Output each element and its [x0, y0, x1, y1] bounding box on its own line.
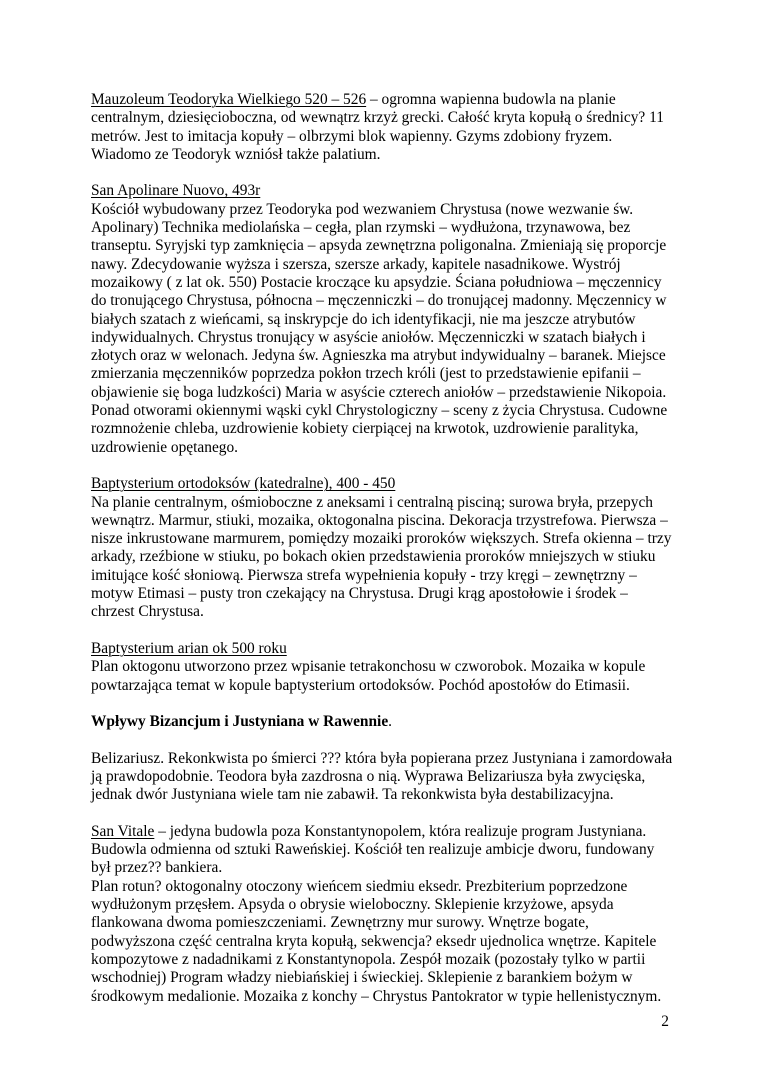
- text-run: imitujące kość słoniową. Pierwsza strefa wypełnienia kopuły - trzy kręgi – zewnętrzny –: [91, 566, 637, 584]
- text-line: [91, 640, 681, 658]
- text-line: [91, 420, 681, 438]
- text-run: objawienie się boga ludzkości) Maria w asyście czterech aniołów – przedstawienie Nikopoia.: [91, 383, 667, 401]
- text-run: jednak dwór Justyniana wiele tam nie zabawił. Ta rekonkwista była destabilizacyjna.: [91, 786, 614, 804]
- text-run: Apolinary) Technika mediolańska – cegła, plan rzymski – wydłużona, trzynawowa, bez: [91, 219, 631, 237]
- text-run: Belizariusz. Rekonkwista po śmierci ??? która była popierana przez Justyniana i zamordowała: [91, 749, 673, 767]
- text-line: [91, 311, 681, 329]
- text-line: [91, 823, 681, 841]
- text-line: [91, 859, 681, 877]
- text-line: [91, 933, 681, 951]
- paragraph-gap: [91, 731, 681, 749]
- text-line: [91, 677, 681, 695]
- text-line: [91, 585, 681, 603]
- text-line: [91, 567, 681, 585]
- text-line: [91, 219, 681, 237]
- text-run: nisze inkrustowane marmurem, pomiędzy mozaiki proroków większych. Strefa okienna – trzy: [91, 530, 672, 548]
- text-run: do tronującego Chrystusa, północna – męczenniczki – do tronującej madonny. Męczennicy w: [91, 292, 667, 310]
- text-line: [91, 402, 681, 420]
- text-run: chrzest Chrystusa.: [91, 603, 204, 621]
- text-line: [91, 109, 681, 127]
- text-line: [91, 530, 681, 548]
- paragraph: [91, 640, 681, 695]
- text-line: [91, 512, 681, 530]
- text-line: [91, 384, 681, 402]
- text-run: Ponad otworami okiennymi wąski cykl Chrystologiczny – sceny z życia Chrystusa. Cudowne: [91, 402, 668, 420]
- section-heading: San Apolinare Nuovo, 493r: [91, 182, 261, 200]
- text-line: [91, 658, 681, 676]
- text-run: środkowym medalionie. Mozaika z konchy – Chrystus Pantokrator w typie hellenistycznym.: [91, 987, 662, 1005]
- text-run: Wiadomo ze Teodoryk wzniósł także palatium.: [91, 145, 381, 163]
- text-line: [91, 878, 681, 896]
- paragraph: [91, 475, 681, 621]
- text-run: arkady, rzeźbione w stiuku, po bokach okien przedstawienia proroków mniejszych w stiuku: [91, 548, 656, 566]
- text-run: był przez?? bankiera.: [91, 859, 223, 877]
- text-run: wydłużonym przęsłem. Apsyda o obrysie wieloboczny. Sklepienie krzyżowe, apsyda: [91, 896, 614, 914]
- paragraph: [91, 91, 681, 164]
- text-run: transeptu. Syryjski typ zamknięcia – apsyda zewnętrzna poligonalna. Zmieniają się proporcje: [91, 237, 667, 255]
- text-run: złotych oraz w welonach. Jedyna św. Agnieszka ma atrybut indywidualny – baranek. Miejsce: [91, 347, 666, 365]
- text-run: centralnym, dziesięcioboczna, od wewnątrz krzyż grecki. Całość kryta kopułą o średnicy? 11: [91, 109, 664, 127]
- text-run: – jedyna budowla poza Konstantynopolem, która realizuje program Justyniana.: [154, 822, 647, 840]
- text-line: [91, 182, 681, 200]
- text-line: [91, 365, 681, 383]
- paragraph: [91, 713, 681, 731]
- text-line: [91, 128, 681, 146]
- text-line: [91, 494, 681, 512]
- text-line: [91, 896, 681, 914]
- text-run: metrów. Jest to imitacja kopuły – olbrzymi blok wapienny. Gzyms zdobiony fryzem.: [91, 127, 613, 145]
- text-run: indywidualnych. Chrystus tronujący w asyście aniołów. Męczenniczki w szatach białych i: [91, 328, 646, 346]
- text-line: [91, 274, 681, 292]
- text-line: [91, 951, 681, 969]
- text-run: wschodniej) Program władzy niebiańskiej i świeckiej. Sklepienie z barankiem bożym w: [91, 969, 633, 987]
- section-heading: San Vitale: [91, 822, 155, 840]
- text-run: kompozytowe z nadadnikami z Konstantynopola. Zespół mozaik (pozostały tylko w partii: [91, 950, 646, 968]
- paragraph: [91, 750, 681, 805]
- text-line: [91, 237, 681, 255]
- section-heading: Baptysterium ortodoksów (katedralne), 400 - 450: [91, 475, 396, 493]
- text-run: Plan rotun? oktogonalny otoczony wieńcem siedmiu eksedr. Prezbiterium poprzedzone: [91, 877, 628, 895]
- text-line: [91, 914, 681, 932]
- text-line: [91, 201, 681, 219]
- text-line: [91, 292, 681, 310]
- text-run: rozmnożenie chleba, uzdrowienie kobiety cierpiącej na krwotok, uzdrowienie paralityka,: [91, 420, 639, 438]
- text-line: [91, 256, 681, 274]
- text-run: podwyższona część centralna kryta kopułą, sekwencja? eksedr ujednolica wnętrze. Kapitele: [91, 932, 657, 950]
- section-heading: Mauzoleum Teodoryka Wielkiego 520 – 526: [91, 91, 367, 108]
- text-run: zmierzania męczenników poprzedza pokłon trzech króli (jest to przedstawienie epifanii –: [91, 365, 641, 383]
- text-line: [91, 750, 681, 768]
- text-line: [91, 347, 681, 365]
- text-run: białych szatach z wieńcami, są inskrypcje do ich identyfikacji, nie ma jeszcze atrybutów: [91, 310, 636, 328]
- text-line: [91, 969, 681, 987]
- text-line: [91, 841, 681, 859]
- bold-heading: Wpływy Bizancjum i Justyniana w Rawennie: [91, 713, 389, 731]
- text-line: [91, 475, 681, 493]
- text-run: Na planie centralnym, ośmioboczne z aneksami i centralną pisciną; surowa bryła, przepych: [91, 493, 653, 511]
- text-run: flankowana dwoma pomieszczeniami. Zewnętrzny mur surowy. Wnętrze bogate,: [91, 914, 589, 932]
- text-run: powtarzająca temat w kopule baptysterium ortodoksów. Pochód apostołów do Etimasii.: [91, 676, 630, 694]
- text-run: – ogromna wapienna budowla na planie: [366, 91, 616, 108]
- document-body: [91, 91, 681, 1006]
- paragraph: [91, 823, 681, 1006]
- text-run: .: [388, 713, 393, 731]
- page-number: 2: [661, 1013, 669, 1030]
- text-line: [91, 786, 681, 804]
- text-run: ją prawdopodobnie. Teodora była zazdrosna o nią. Wyprawa Belizariusza była zwycięska,: [91, 767, 646, 785]
- paragraph-gap: [91, 164, 681, 182]
- text-run: Plan oktogonu utworzono przez wpisanie tetrakonchosu w czworobok. Mozaika w kopule: [91, 658, 646, 676]
- text-run: Kościół wybudowany przez Teodoryka pod wezwaniem Chrystusa (nowe wezwanie św.: [91, 200, 634, 218]
- text-run: Budowla odmienna od sztuki Raweńskiej. Kościół ten realizuje ambicje dworu, fundowany: [91, 841, 655, 859]
- text-run: mozaikowy ( z lat ok. 550) Postacie kroczące ku apsydzie. Ściana południowa – męczennicy: [91, 273, 662, 291]
- text-line: [91, 439, 681, 457]
- text-run: wewnątrz. Marmur, stiuki, mozaika, oktogonalna piscina. Dekoracja trzystrefowa. Pierwsza –: [91, 511, 668, 529]
- text-line: [91, 329, 681, 347]
- text-run: uzdrowienie opętanego.: [91, 438, 239, 456]
- text-line: [91, 713, 681, 731]
- paragraph-gap: [91, 622, 681, 640]
- text-line: [91, 146, 681, 164]
- text-run: motyw Etimasi – pusty tron czekający na Chrystusa. Drugi krąg apostołowie i środek –: [91, 585, 628, 603]
- text-line: [91, 603, 681, 621]
- paragraph-gap: [91, 457, 681, 475]
- paragraph-gap: [91, 695, 681, 713]
- section-heading: Baptysterium arian ok 500 roku: [91, 639, 287, 657]
- paragraph-gap: [91, 805, 681, 823]
- text-line: [91, 548, 681, 566]
- text-line: [91, 768, 681, 786]
- text-line: [91, 988, 681, 1006]
- paragraph: [91, 182, 681, 456]
- text-line: [91, 91, 681, 109]
- text-run: nawy. Zdecydowanie wyższa i szersza, szersze arkady, kapitele nasadnikowe. Wystrój: [91, 255, 621, 273]
